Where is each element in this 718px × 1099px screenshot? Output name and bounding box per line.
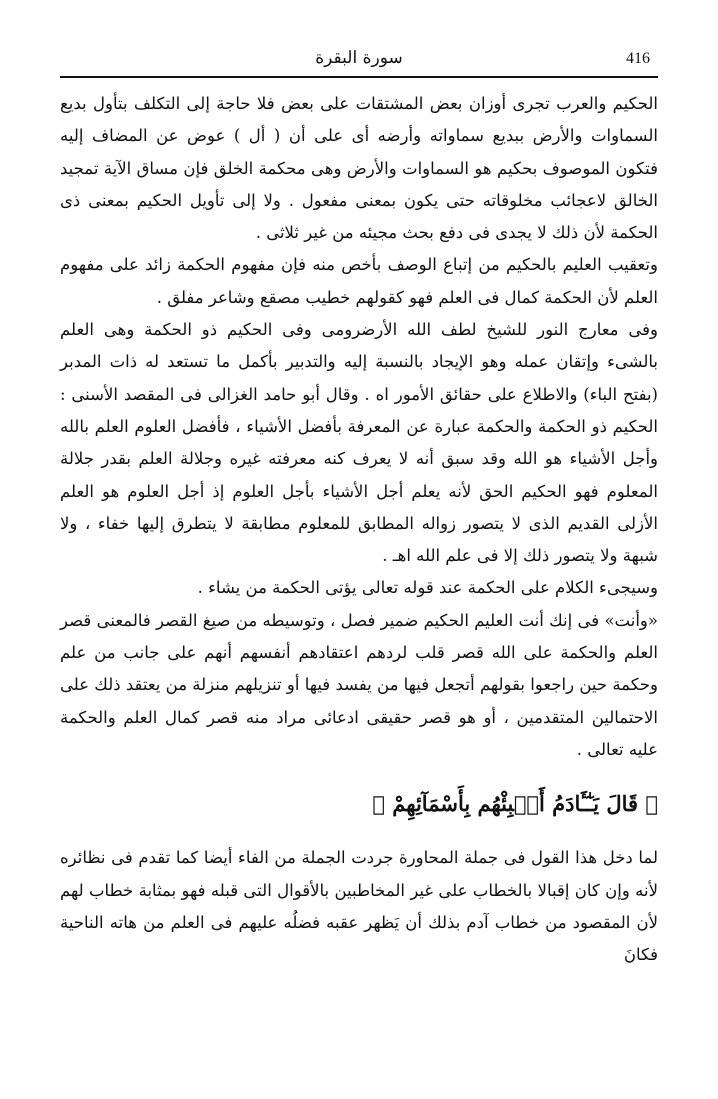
paragraph-3: وفى معارج النور للشيخ لطف الله الأرضرومى وفى الحكيم ذو الحكمة وهى العلم بالشىء وإتقان عمله وهو الإيجاد بالنسبة إليه والتدبير بأكمل ما تستعد له ذات المدبر (بفتح الباء) والاطلاع على حقائق الأمور اه . وقال أبو حامد الغزالى فى المقصد الأسنى : الحكيم ذو الحكمة والحكمة عبارة عن المعرفة بأفضل الأشياء ، فأفضل العلوم العلم بالله وأجل الأشياء هو الله وقد سبق أنه لا يعرف كنه معرفته غيره وجلالة العلم بقدر جلالة المعلوم فهو الحكيم الحق لأنه يعلم أجل الأشياء بأجل العلوم إذ أجل العلوم هو العلم الأزلى القديم الذى لا يتصور زواله المطابق للمعلوم مطابقة لا يتطرق إليها خفاء ، ولا شبهة ولا يتصور ذلك إلا فى علم الله اهـ . bbox=[60, 320, 658, 566]
page-number: 416 bbox=[626, 50, 650, 67]
running-title: سورة البقرة bbox=[315, 48, 403, 68]
paragraph-4: وسيجىء الكلام على الحكمة عند قوله تعالى يؤتى الحكمة من يشاء . bbox=[197, 578, 658, 598]
paragraph-5: «وأنت» فى إنك أنت العليم الحكيم ضمير فصل ، وتوسيطه من صيغ القصر فالمعنى قصر العلم والحكمة على الله قصر قلب لردهم اعتقادهم أنفسهم أنهم على جانب من علم وحكمة حين راجعوا بقولهم أتجعل فيها من يفسد فيها أو تنزيلهم منزلة من يعتقد ذلك على الاحتمالين المتقدمين ، أو هو قصر حقيقى ادعائى مراد منه قصر كمال العلم والحكمة عليه تعالى . bbox=[60, 610, 658, 759]
paragraph-6: لما دخل هذا القول فى جملة المحاورة جردت الجملة من الفاء أيضا كما تقدم فى نظائره لأنه وإن كان إقبالا بالخطاب على غير المخاطبين بالأقوال التى قبله فهو بمثابة خطاب لهم لأن المقصود من خطاب آدم بذلك أن يَظهر عقبه فضلُه عليهم فى العلم من هاته الناحية فكانَ bbox=[60, 848, 658, 965]
paragraph-1: الحكيم والعرب تجرى أوزان بعض المشتقات على بعض فلا حاجة إلى التكلف بتأول بديع السماوات والأرض ببديع سماواته وأرضه أى على أن ( أل ) عوض عن المضاف إليه فتكون الموصوف بحكيم هو السماوات والأرض وهى محكمة الخلق فإن مساق الآية تمجيد الخالق لاعجائب مخلوقاته حتى يكون بمعنى مفعول . ولا إلى تأويل الحكيم بمعنى ذى الحكمة لأن ذلك لا يجدى فى دفع بحث مجيئه من غير ثلاثى . bbox=[60, 94, 658, 243]
quranic-verse-heading: ﴿ قَالَ يَـٰٓـَٔادَمُ أَنۢبِئْهُم بِأَسْمَآئِهِمْ ﴾ bbox=[372, 791, 658, 817]
paragraph-2: وتعقيب العليم بالحكيم من إتباع الوصف بأخص منه فإن مفهوم الحكمة زائد على مفهوم العلم لأن الحكمة كمال فى العلم فهو كقولهم خطيب مصقع وشاعر مفلق . bbox=[60, 255, 658, 307]
page-body bbox=[60, 88, 658, 971]
page-header bbox=[60, 48, 658, 78]
